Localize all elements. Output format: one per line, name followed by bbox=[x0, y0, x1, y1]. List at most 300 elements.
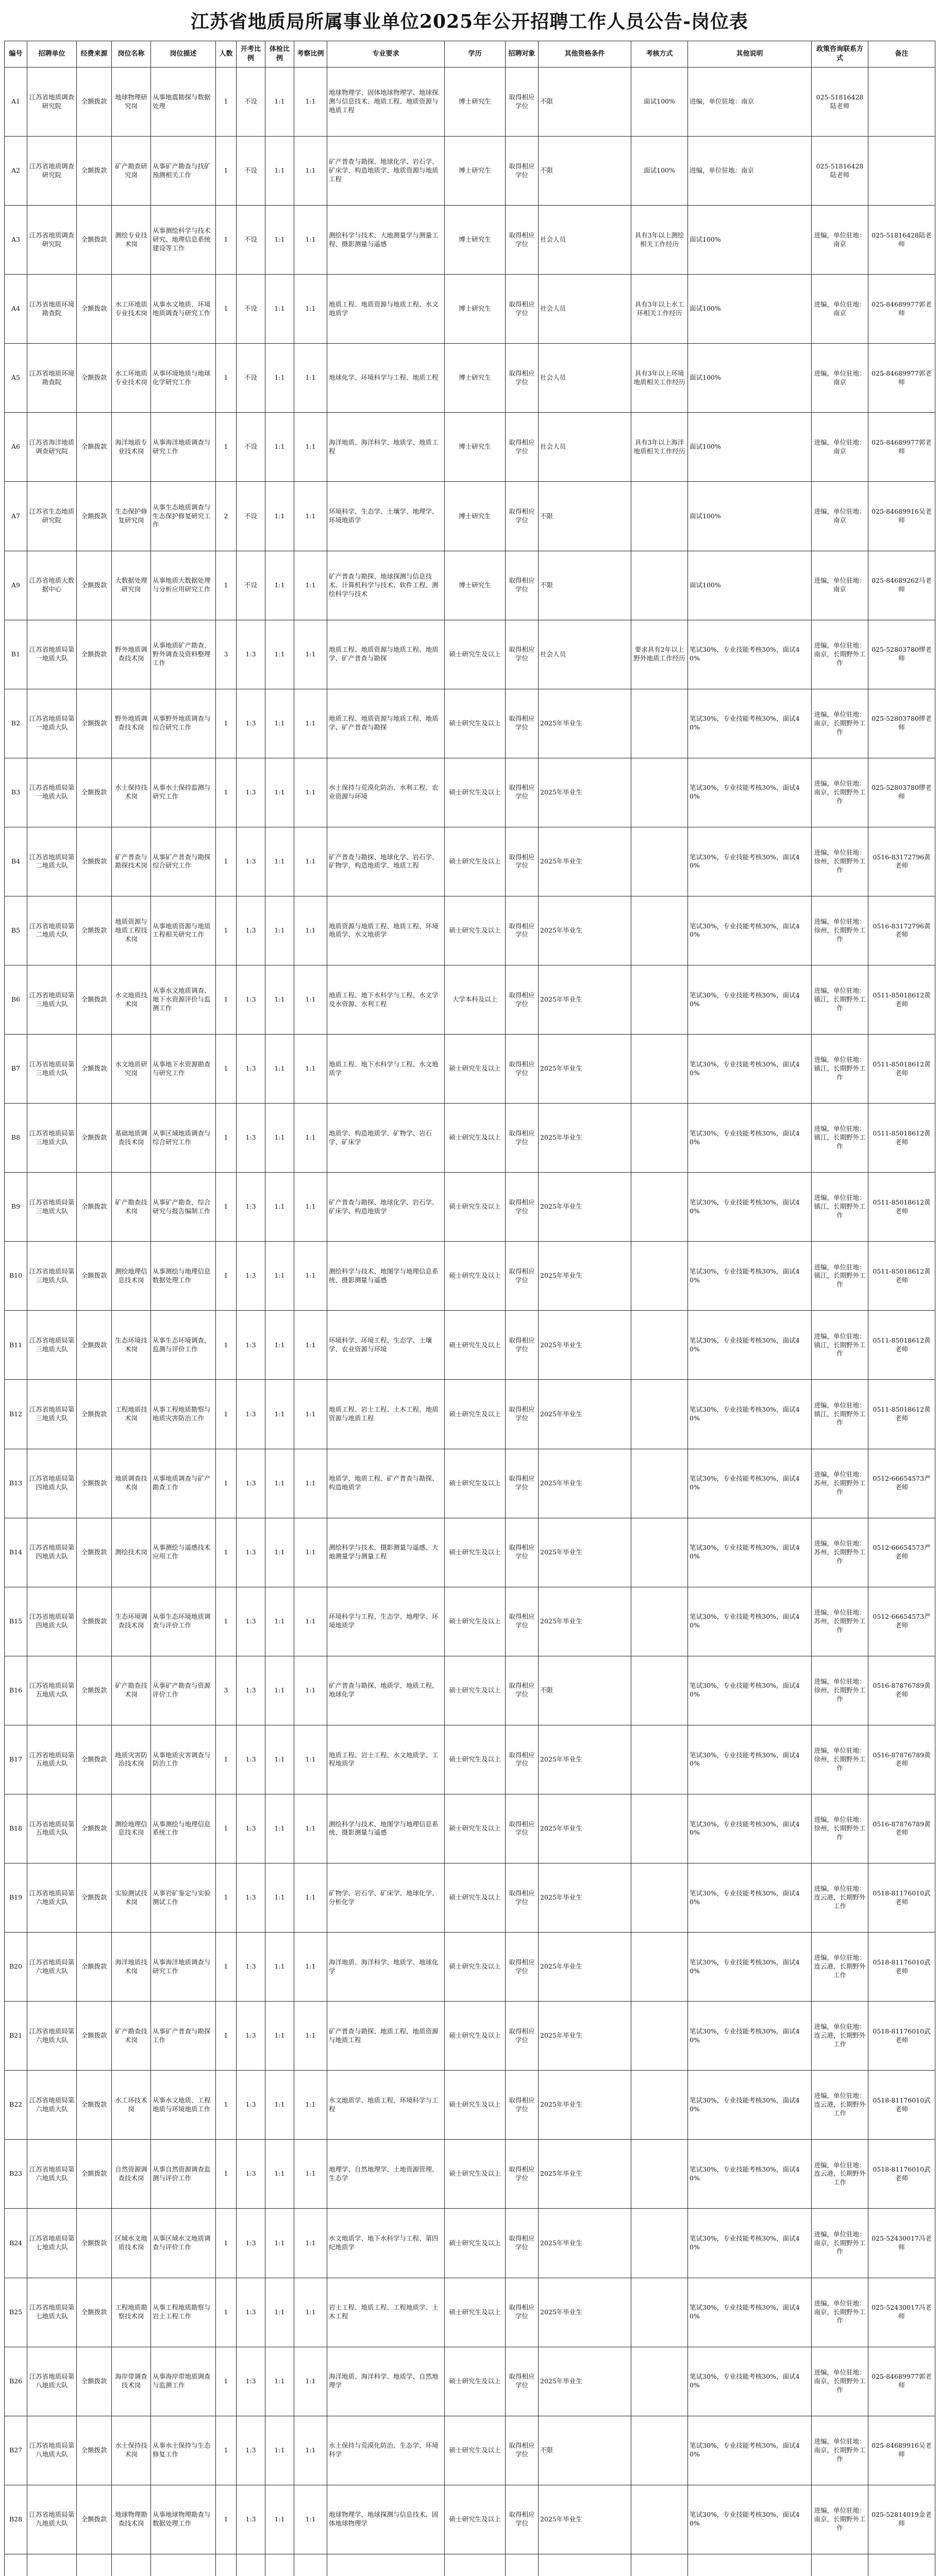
table-cell: 笔试30%，专业技能考核30%，面试40% bbox=[688, 1794, 812, 1863]
table-cell: 海洋地质、海洋科学、地质学、地质工程 bbox=[327, 413, 445, 482]
table-cell: 江苏省地质局第四地质大队 bbox=[27, 1518, 77, 1587]
table-cell: 不限 bbox=[539, 482, 631, 551]
column-header: 人数 bbox=[216, 41, 237, 67]
table-cell: B24 bbox=[5, 2209, 27, 2278]
table-cell: 进编，单位驻地：南京 bbox=[688, 67, 812, 137]
table-cell: 1:1 bbox=[265, 2485, 294, 2554]
table-cell: 硕士研究生及以上 bbox=[445, 2347, 506, 2416]
table-cell: 1 bbox=[216, 1380, 237, 1449]
table-row bbox=[5, 551, 935, 620]
table-cell: 1:1 bbox=[294, 2002, 327, 2071]
table-cell: 1:1 bbox=[265, 137, 294, 206]
table-cell: 从事岩矿鉴定与实验测试工作 bbox=[151, 1863, 216, 1933]
table-cell: 江苏省地质局第一地质大队 bbox=[27, 620, 77, 689]
table-cell: 硕士研究生及以上 bbox=[445, 1794, 506, 1863]
table-cell: 自然资源调查技术岗 bbox=[112, 2140, 151, 2209]
table-cell: 1 bbox=[216, 1449, 237, 1518]
table-cell: 野外地质调查技术岗 bbox=[112, 689, 151, 758]
table-cell: 笔试30%，专业技能考核30%，面试40% bbox=[688, 2002, 812, 2071]
table-row bbox=[5, 2002, 935, 2071]
table-cell: 取得相应学位 bbox=[506, 344, 539, 413]
table-cell bbox=[112, 2554, 151, 2576]
table-cell: 1 bbox=[216, 1173, 237, 1242]
table-cell: 进编，单位驻地：镇江，长期野外工作 bbox=[812, 1035, 868, 1104]
table-cell: 进编，单位驻地：徐州，长期野外工作 bbox=[812, 1725, 868, 1794]
table-cell: 1 bbox=[216, 2002, 237, 2071]
table-cell: B20 bbox=[5, 1933, 27, 2002]
table-cell: 全额拨款 bbox=[77, 2416, 112, 2485]
table-cell: 1:1 bbox=[294, 1863, 327, 1933]
table-cell: 1 bbox=[216, 1794, 237, 1863]
table-cell: 江苏省地质局第三地质大队 bbox=[27, 965, 77, 1035]
table-cell: 取得相应学位 bbox=[506, 1035, 539, 1104]
table-cell: 进编，单位驻地：徐州，长期野外工作 bbox=[812, 1794, 868, 1863]
table-cell: A9 bbox=[5, 551, 27, 620]
table-cell bbox=[631, 2416, 688, 2485]
table-cell: 从事地质资源与地质工程相关研究工作 bbox=[151, 896, 216, 965]
table-cell: 江苏省地质局第六地质大队 bbox=[27, 1933, 77, 2002]
table-cell: 地质调查技术岗 bbox=[112, 1449, 151, 1518]
table-cell: 1 bbox=[216, 275, 237, 344]
table-cell: 地质工程、地下水科学与工程、水文学及水资源、水利工程 bbox=[327, 965, 445, 1035]
table-cell: 测绘技术岗 bbox=[112, 1518, 151, 1587]
table-cell: 博士研究生 bbox=[445, 344, 506, 413]
table-cell: 全额拨款 bbox=[77, 206, 112, 275]
table-cell: 1:1 bbox=[265, 1173, 294, 1242]
table-row bbox=[5, 2278, 935, 2347]
table-cell: 进编，单位驻地：南京 bbox=[812, 344, 868, 413]
table-cell: 笔试30%，专业技能考核30%，面试40% bbox=[688, 1863, 812, 1933]
table-cell: 0511-85018612黄老师 bbox=[868, 1380, 935, 1449]
positions-table bbox=[4, 41, 935, 2576]
table-cell: 社会人员 bbox=[539, 413, 631, 482]
table-cell: 1 bbox=[216, 758, 237, 827]
table-row bbox=[5, 1794, 935, 1863]
table-cell: 1:1 bbox=[294, 551, 327, 620]
table-cell: 地质资源与地质工程技术岗 bbox=[112, 896, 151, 965]
table-cell: 笔试30%，专业技能考核30%，面试40% bbox=[688, 2278, 812, 2347]
table-cell: 江苏省海洋地质调查研究院 bbox=[27, 413, 77, 482]
table-cell bbox=[506, 2554, 539, 2576]
table-cell: 硕士研究生及以上 bbox=[445, 1725, 506, 1794]
table-cell bbox=[631, 1449, 688, 1518]
table-cell: 0516-83172796黄老师 bbox=[868, 827, 935, 896]
table-cell: B25 bbox=[5, 2278, 27, 2347]
table-cell: 0518-81176010武老师 bbox=[868, 2071, 935, 2140]
table-cell: 1:1 bbox=[294, 620, 327, 689]
table-cell: 1:3 bbox=[237, 1449, 265, 1518]
table-cell: B5 bbox=[5, 896, 27, 965]
table-cell: 025-52803780缪老师 bbox=[868, 620, 935, 689]
table-cell bbox=[631, 1104, 688, 1173]
table-cell: 取得相应学位 bbox=[506, 1656, 539, 1725]
table-cell: 江苏省地质环境勘查院 bbox=[27, 344, 77, 413]
table-cell: 0516-87876789黄老师 bbox=[868, 1725, 935, 1794]
table-cell: 硕士研究生及以上 bbox=[445, 1863, 506, 1933]
table-row bbox=[5, 689, 935, 758]
table-cell: 全额拨款 bbox=[77, 2485, 112, 2554]
table-cell: 从事野外地质调查与综合研究工作 bbox=[151, 689, 216, 758]
table-cell bbox=[631, 2278, 688, 2347]
table-cell: 进编，单位驻地：连云港，长期野外工作 bbox=[812, 2002, 868, 2071]
table-cell: B16 bbox=[5, 1656, 27, 1725]
table-cell: 海洋地质、海洋科学、地质学、地球化学 bbox=[327, 1933, 445, 2002]
table-cell: 取得相应学位 bbox=[506, 896, 539, 965]
table-cell: 地质工程、地质资源与地质工程、水文地质学 bbox=[327, 275, 445, 344]
table-cell: 1 bbox=[216, 965, 237, 1035]
table-cell: 2025年毕业生 bbox=[539, 1794, 631, 1863]
table-cell: 不设 bbox=[237, 344, 265, 413]
table-cell bbox=[631, 1518, 688, 1587]
table-cell: 1:1 bbox=[265, 1933, 294, 2002]
table-cell: 1:1 bbox=[265, 2347, 294, 2416]
table-cell: 地质工程、岩土工程、土木工程、地质资源与地质工程 bbox=[327, 1380, 445, 1449]
table-cell: 进编，单位驻地：南京，长期野外工作 bbox=[812, 620, 868, 689]
table-cell: 水土保持技术岗 bbox=[112, 758, 151, 827]
table-cell: 江苏省地质调查研究院 bbox=[27, 137, 77, 206]
table-cell: 江苏省地质局第二地质大队 bbox=[27, 827, 77, 896]
table-cell: 全额拨款 bbox=[77, 551, 112, 620]
table-row bbox=[5, 1104, 935, 1173]
table-cell: 进编，单位驻地：镇江，长期野外工作 bbox=[812, 1311, 868, 1380]
table-cell: 2025年毕业生 bbox=[539, 1449, 631, 1518]
table-cell: 从事矿产勘查与资源评价工作 bbox=[151, 1656, 216, 1725]
table-cell bbox=[631, 896, 688, 965]
table-cell: 1:1 bbox=[294, 1725, 327, 1794]
table-cell: 硕士研究生及以上 bbox=[445, 896, 506, 965]
table-cell: 1:1 bbox=[294, 827, 327, 896]
table-cell: 从事地质灾害调查与防治工作 bbox=[151, 1725, 216, 1794]
table-cell: 硕士研究生及以上 bbox=[445, 1518, 506, 1587]
table-cell: 进编，单位驻地：镇江，长期野外工作 bbox=[812, 1380, 868, 1449]
table-cell: 1:1 bbox=[294, 896, 327, 965]
table-cell: 笔试30%，专业技能考核30%，面试40% bbox=[688, 2071, 812, 2140]
table-cell: 1:1 bbox=[294, 2140, 327, 2209]
table-cell: B6 bbox=[5, 965, 27, 1035]
table-cell: B22 bbox=[5, 2071, 27, 2140]
table-cell: 1:1 bbox=[265, 1380, 294, 1449]
table-cell: 环境科学、生态学、土壤学、地理学、环境地质学 bbox=[327, 482, 445, 551]
table-cell bbox=[631, 1587, 688, 1656]
table-cell: 矿物学、岩石学、矿床学、地球化学、分析化学 bbox=[327, 1863, 445, 1933]
table-cell: 全额拨款 bbox=[77, 137, 112, 206]
table-cell: 全额拨款 bbox=[77, 896, 112, 965]
table-cell bbox=[812, 2554, 868, 2576]
table-cell: 0511-85018612黄老师 bbox=[868, 1173, 935, 1242]
table-cell: 进编，单位驻地：南京，长期野外工作 bbox=[812, 2416, 868, 2485]
table-cell: 从事水文地质、环境地质调查与研究工作 bbox=[151, 275, 216, 344]
table-cell: 地球物理学、固体地球物理学、地球探测与信息技术、地质工程、地质资源与地质工程 bbox=[327, 67, 445, 137]
table-cell: 要求具有2年以上野外地质工作经历 bbox=[631, 620, 688, 689]
table-cell bbox=[631, 551, 688, 620]
table-cell: 1:1 bbox=[294, 2416, 327, 2485]
table-cell: 1:1 bbox=[294, 137, 327, 206]
table-cell: 笔试30%，专业技能考核30%，面试40% bbox=[688, 1933, 812, 2002]
table-cell: 从事地下水资源勘查与研究工作 bbox=[151, 1035, 216, 1104]
table-cell: 1:1 bbox=[265, 620, 294, 689]
table-cell: 3 bbox=[216, 1656, 237, 1725]
table-cell: 0511-85018612黄老师 bbox=[868, 1104, 935, 1173]
table-cell: 1:1 bbox=[294, 1035, 327, 1104]
table-cell: 2 bbox=[216, 482, 237, 551]
table-cell bbox=[631, 2347, 688, 2416]
table-cell: 1:1 bbox=[265, 827, 294, 896]
table-cell: 全额拨款 bbox=[77, 1242, 112, 1311]
table-cell: 2025年毕业生 bbox=[539, 2071, 631, 2140]
table-cell: B12 bbox=[5, 1380, 27, 1449]
table-cell: 从事水土保持与生态修复工作 bbox=[151, 2416, 216, 2485]
table-row bbox=[5, 827, 935, 896]
table-header-row bbox=[5, 41, 935, 67]
table-cell bbox=[631, 1794, 688, 1863]
table-cell: 1:1 bbox=[265, 482, 294, 551]
table-cell: 全额拨款 bbox=[77, 1104, 112, 1173]
table-cell: 从事水土保持监测与研究工作 bbox=[151, 758, 216, 827]
table-cell: 笔试30%，专业技能考核30%，面试40% bbox=[688, 1518, 812, 1587]
table-cell: B11 bbox=[5, 1311, 27, 1380]
table-cell: 1:3 bbox=[237, 1035, 265, 1104]
table-cell: 不设 bbox=[237, 206, 265, 275]
table-cell: 1:3 bbox=[237, 2278, 265, 2347]
table-cell: 取得相应学位 bbox=[506, 551, 539, 620]
table-cell: 1:1 bbox=[294, 67, 327, 137]
table-cell: 博士研究生 bbox=[445, 137, 506, 206]
table-cell: 大数据处理研究岗 bbox=[112, 551, 151, 620]
table-cell: 1:1 bbox=[294, 1380, 327, 1449]
column-header: 经费来源 bbox=[77, 41, 112, 67]
table-cell: 取得相应学位 bbox=[506, 2002, 539, 2071]
table-cell: 1:1 bbox=[265, 1863, 294, 1933]
table-cell: 1:3 bbox=[237, 1587, 265, 1656]
table-cell: 1:3 bbox=[237, 2209, 265, 2278]
table-cell: 1 bbox=[216, 344, 237, 413]
table-cell: 1:1 bbox=[265, 275, 294, 344]
table-cell: 笔试30%，专业技能考核30%，面试40% bbox=[688, 1725, 812, 1794]
table-cell: 海岸带调查技术岗 bbox=[112, 2347, 151, 2416]
table-cell: 2025年毕业生 bbox=[539, 1863, 631, 1933]
table-cell: 面试100% bbox=[688, 551, 812, 620]
table-cell: 进编，单位驻地：镇江，长期野外工作 bbox=[812, 1173, 868, 1242]
table-cell: 海洋地质技术岗 bbox=[112, 1933, 151, 2002]
table-cell: 从事矿产勘查与找矿预测相关工作 bbox=[151, 137, 216, 206]
table-cell: 1 bbox=[216, 689, 237, 758]
table-cell: B28 bbox=[5, 2485, 27, 2554]
table-cell: 取得相应学位 bbox=[506, 2485, 539, 2554]
table-cell: 1:3 bbox=[237, 1933, 265, 2002]
table-cell: 全额拨款 bbox=[77, 1449, 112, 1518]
table-cell bbox=[237, 2554, 265, 2576]
table-cell: 2025年毕业生 bbox=[539, 1311, 631, 1380]
column-header: 专业要求 bbox=[327, 41, 445, 67]
table-cell: 测绘专业技术岗 bbox=[112, 206, 151, 275]
table-cell: 2025年毕业生 bbox=[539, 1725, 631, 1794]
table-cell: 取得相应学位 bbox=[506, 1863, 539, 1933]
table-cell: 1:1 bbox=[265, 1587, 294, 1656]
table-cell: 从事矿产普查与勘探工作 bbox=[151, 2002, 216, 2071]
table-cell: 不设 bbox=[237, 482, 265, 551]
table-cell: B19 bbox=[5, 1863, 27, 1933]
table-cell: 硕士研究生及以上 bbox=[445, 1380, 506, 1449]
table-cell: 取得相应学位 bbox=[506, 758, 539, 827]
table-cell: 地球化学、环境科学与工程、地质工程 bbox=[327, 344, 445, 413]
table-cell: 2025年毕业生 bbox=[539, 2347, 631, 2416]
table-cell: 具有3年以上海洋地质相关工作经历 bbox=[631, 413, 688, 482]
table-cell: 进编，单位驻地：南京 bbox=[812, 551, 868, 620]
table-cell: 博士研究生 bbox=[445, 275, 506, 344]
table-cell: 从事测绘科学与技术研究、地理信息系统建设等工作 bbox=[151, 206, 216, 275]
table-cell: 硕士研究生及以上 bbox=[445, 1311, 506, 1380]
table-row bbox=[5, 1863, 935, 1933]
table-cell: 1:3 bbox=[237, 1380, 265, 1449]
table-cell: 全额拨款 bbox=[77, 1794, 112, 1863]
table-cell: 水文地质学、地质工程、环境科学与工程 bbox=[327, 2071, 445, 2140]
table-cell: 工程地质勘察技术岗 bbox=[112, 2278, 151, 2347]
table-cell: 矿产勘查研究岗 bbox=[112, 137, 151, 206]
table-cell: 1:3 bbox=[237, 2140, 265, 2209]
table-cell: 生态环境技术岗 bbox=[112, 1311, 151, 1380]
table-cell: 从事地质调查与矿产勘查工作 bbox=[151, 1449, 216, 1518]
table-cell: 进编，单位驻地：连云港，长期野外工作 bbox=[812, 2140, 868, 2209]
table-cell: 0511-85018612黄老师 bbox=[868, 1035, 935, 1104]
table-cell: 实验测试技术岗 bbox=[112, 1863, 151, 1933]
table-cell: A3 bbox=[5, 206, 27, 275]
table-cell: 进编，单位驻地：南京，长期野外工作 bbox=[812, 2209, 868, 2278]
table-cell: 进编，单位驻地：苏州，长期野外工作 bbox=[812, 1587, 868, 1656]
table-cell: 全额拨款 bbox=[77, 620, 112, 689]
table-cell: 矿产勘查技术岗 bbox=[112, 1173, 151, 1242]
table-cell: 区域水文地质技术岗 bbox=[112, 2209, 151, 2278]
table-cell: 取得相应学位 bbox=[506, 2278, 539, 2347]
table-cell: 全额拨款 bbox=[77, 965, 112, 1035]
table-cell: 1 bbox=[216, 67, 237, 137]
table-row bbox=[5, 2347, 935, 2416]
table-cell: 从事海洋地质调查与研究工作 bbox=[151, 413, 216, 482]
table-cell: 0512-66654573严老师 bbox=[868, 1587, 935, 1656]
table-cell: 1:1 bbox=[294, 1104, 327, 1173]
table-cell: 从事测绘与地理信息数据处理工作 bbox=[151, 1242, 216, 1311]
table-cell: 江苏省地质局第六地质大队 bbox=[27, 2002, 77, 2071]
table-cell: 全额拨款 bbox=[77, 2209, 112, 2278]
table-cell bbox=[868, 67, 935, 137]
table-cell: 取得相应学位 bbox=[506, 1933, 539, 2002]
table-cell: 1 bbox=[216, 2140, 237, 2209]
table-row bbox=[5, 1173, 935, 1242]
table-cell bbox=[631, 2071, 688, 2140]
table-cell: 江苏省地质局第三地质大队 bbox=[27, 1035, 77, 1104]
table-cell: 取得相应学位 bbox=[506, 1311, 539, 1380]
table-cell bbox=[631, 1933, 688, 2002]
table-cell: 野外地质调查技术岗 bbox=[112, 620, 151, 689]
table-cell: 全额拨款 bbox=[77, 67, 112, 137]
table-cell: 取得相应学位 bbox=[506, 620, 539, 689]
table-cell: 全额拨款 bbox=[77, 2002, 112, 2071]
table-cell bbox=[539, 2554, 631, 2576]
table-cell bbox=[265, 2554, 294, 2576]
table-cell: 硕士研究生及以上 bbox=[445, 2485, 506, 2554]
table-cell bbox=[631, 689, 688, 758]
table-cell: 025-52803780缪老师 bbox=[868, 758, 935, 827]
table-cell: 1 bbox=[216, 2071, 237, 2140]
table-cell: 水文地质研究岗 bbox=[112, 1035, 151, 1104]
table-cell: 1:1 bbox=[294, 1794, 327, 1863]
table-cell: 1:1 bbox=[265, 2278, 294, 2347]
table-cell bbox=[631, 1311, 688, 1380]
table-cell: 1:1 bbox=[265, 689, 294, 758]
table-cell: 1 bbox=[216, 413, 237, 482]
table-cell: 笔试30%，专业技能考核30%，面试40% bbox=[688, 2209, 812, 2278]
table-cell: 测绘科学与技术、地图学与地理信息系统、摄影测量与遥感 bbox=[327, 1242, 445, 1311]
table-cell: 环境科学、环境工程、生态学、土壤学、农业资源与环境 bbox=[327, 1311, 445, 1380]
table-cell: 江苏省地质局第一地质大队 bbox=[27, 689, 77, 758]
table-cell: 025-84689916吴老师 bbox=[868, 482, 935, 551]
table-cell: 025-51816428陆老师 bbox=[868, 206, 935, 275]
table-cell: 1 bbox=[216, 1035, 237, 1104]
table-cell bbox=[688, 2554, 812, 2576]
table-cell: 1:1 bbox=[294, 2209, 327, 2278]
table-cell: 硕士研究生及以上 bbox=[445, 2002, 506, 2071]
table-cell: 水土保持与荒漠化防治、水利工程、农业资源与环境 bbox=[327, 758, 445, 827]
table-cell: 2025年毕业生 bbox=[539, 1173, 631, 1242]
table-cell: 笔试30%，专业技能考核30%，面试40% bbox=[688, 1656, 812, 1725]
table-cell: 1:1 bbox=[265, 2002, 294, 2071]
table-cell: 岩土工程、地质工程、工程地质学、土木工程 bbox=[327, 2278, 445, 2347]
table-cell: 具有3年以上水工环相关工作经历 bbox=[631, 275, 688, 344]
table-cell: 025-84689977郭老师 bbox=[868, 413, 935, 482]
table-cell: 1:1 bbox=[265, 1035, 294, 1104]
table-cell: 江苏省地质局第五地质大队 bbox=[27, 1656, 77, 1725]
table-cell: 取得相应学位 bbox=[506, 137, 539, 206]
table-cell: 取得相应学位 bbox=[506, 1380, 539, 1449]
table-cell: 笔试30%，专业技能考核30%，面试40% bbox=[688, 1242, 812, 1311]
table-cell: 江苏省地质局第三地质大队 bbox=[27, 1380, 77, 1449]
table-cell: 不限 bbox=[539, 551, 631, 620]
table-cell: 测绘科学与技术、大地测量学与测量工程、摄影测量与遥感 bbox=[327, 206, 445, 275]
table-cell: 不设 bbox=[237, 413, 265, 482]
table-cell: 1:3 bbox=[237, 758, 265, 827]
table-cell: 江苏省地质局第五地质大队 bbox=[27, 1794, 77, 1863]
table-cell: 全额拨款 bbox=[77, 2071, 112, 2140]
table-cell bbox=[5, 2554, 27, 2576]
table-row bbox=[5, 206, 935, 275]
table-cell: 取得相应学位 bbox=[506, 2347, 539, 2416]
table-cell: 全额拨款 bbox=[77, 1656, 112, 1725]
table-cell: 全额拨款 bbox=[77, 413, 112, 482]
table-cell bbox=[631, 2554, 688, 2576]
column-header: 政策咨询联系方式 bbox=[812, 41, 868, 67]
table-cell bbox=[631, 1380, 688, 1449]
table-cell: 从事生态环境地质调查与评价工作 bbox=[151, 1587, 216, 1656]
table-cell: 1:1 bbox=[294, 344, 327, 413]
table-cell bbox=[631, 2002, 688, 2071]
table-cell: B18 bbox=[5, 1794, 27, 1863]
table-cell: 1:1 bbox=[265, 1518, 294, 1587]
table-cell: 0511-85018612黄老师 bbox=[868, 1311, 935, 1380]
table-cell: 0516-87876789黄老师 bbox=[868, 1794, 935, 1863]
table-cell: 地球物理研究岗 bbox=[112, 67, 151, 137]
table-cell: 笔试30%，专业技能考核30%，面试40% bbox=[688, 1104, 812, 1173]
table-cell: 江苏省地质局第八地质大队 bbox=[27, 2347, 77, 2416]
table-cell: 2025年毕业生 bbox=[539, 1518, 631, 1587]
table-cell: 025-52814019金老师 bbox=[868, 2485, 935, 2554]
table-cell: 1:1 bbox=[265, 1104, 294, 1173]
table-cell: A5 bbox=[5, 344, 27, 413]
table-cell: 1:1 bbox=[265, 67, 294, 137]
table-cell: 地质学、地质工程、矿产普查与勘探、构造地质学 bbox=[327, 1449, 445, 1518]
column-header: 体检比例 bbox=[265, 41, 294, 67]
table-cell: 面试100% bbox=[688, 275, 812, 344]
table-cell: B23 bbox=[5, 2140, 27, 2209]
table-cell: 进编，单位驻地：连云港，长期野外工作 bbox=[812, 1863, 868, 1933]
